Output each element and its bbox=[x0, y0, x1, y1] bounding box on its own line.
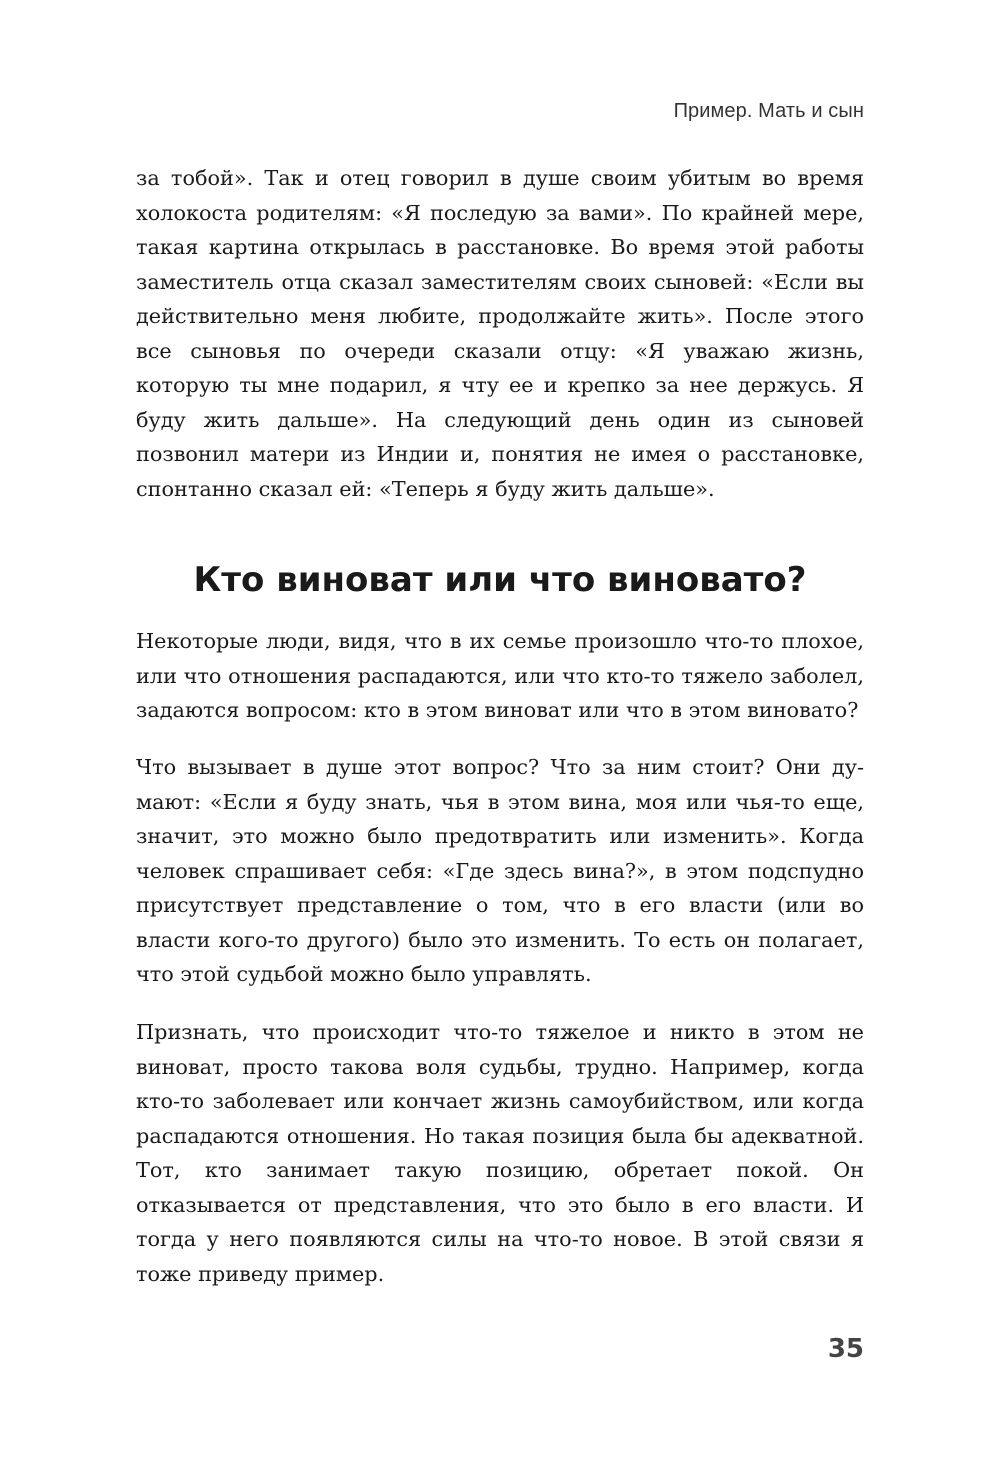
body-paragraph-1: за тобой». Так и отец говорил в душе своим убитым во время холокоста родителям: «Я последую за вами». По крайней мере, такая картина открылась в расстановке. Во время этой работы заместитель отца сказал заместителям своих сыновей: «Если вы действительно меня любите, продолжайте жить». После этого все сыновья по очереди сказали отцу: «Я уважаю жизнь, которую ты мне подарил, я чту ее и крепко за нее держусь. Я буду жить дальше». На следующий день один из сыновей позвонил матери из Индии и, понятия не имея о расстановке, спонтанно сказал ей: «Теперь я буду жить дальше». bbox=[136, 166, 864, 501]
page-number: 35 bbox=[827, 1334, 864, 1364]
running-header: Пример. Мать и сын bbox=[673, 100, 864, 122]
section-heading: Кто виноват или что виновато? bbox=[193, 560, 807, 600]
body-paragraph-2: Некоторые люди, видя, что в их семье произошло что-то плохое, или что отношения распадаются, или что кто-то тяжело заболел, задаются вопросом: кто в этом виноват или что в этом виновато? bbox=[136, 629, 864, 722]
body-paragraph-3: Что вызывает в душе этот вопрос? Что за ним стоит? Они думают: «Если я буду знать, чья в этом вина, моя или чья-то еще, значит, это можно было предотвратить или изменить». Когда человек спрашивает себя: «Где здесь вина?», в этом подспудно присутствует представление о том, что в его власти (или во власти кого-то другого) было это изменить. То есть он полагает, что этой судьбой можно было управлять. bbox=[136, 755, 864, 986]
body-paragraph-4: Признать, что происходит что-то тяжелое и никто в этом не виноват, просто такова воля судьбы, трудно. Например, когда кто-то заболевает или кончает жизнь самоубийством, или когда распадаются отношения. Но такая позиция была бы адекватной. Тот, кто занимает такую позицию, обретает покой. Он отказывается от представления, что это было в его власти. И тогда у него появляются силы на что-то новое. В этой связи я тоже приведу пример. bbox=[136, 1020, 864, 1286]
